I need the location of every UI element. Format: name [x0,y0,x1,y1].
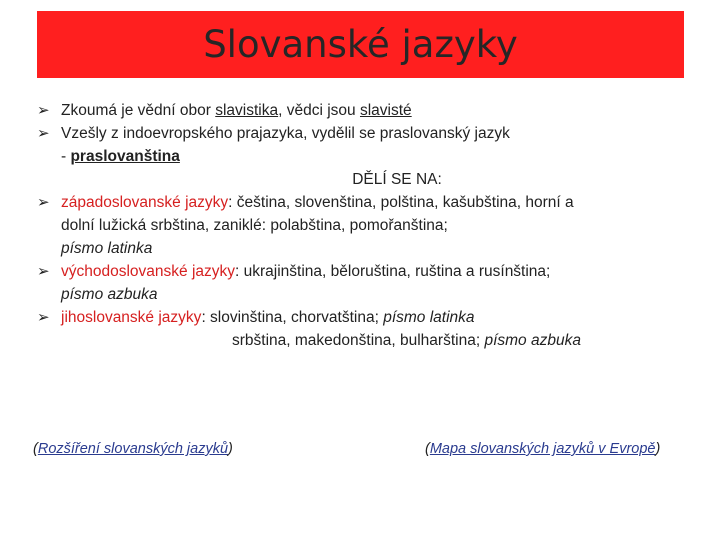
bullet-1-mid: , vědci jsou [278,102,360,119]
bullet-1-text: Zkoumá je vědní obor [61,102,216,119]
bullet-5-text: : slovinština, chorvatština; [201,309,384,326]
bullet-2-continued [37,145,697,168]
bullet-3-line2: dolní lužická srbština, zaniklé: polabština, pomořanština; [61,217,448,234]
slide-body [37,99,697,352]
paren-open: ( [33,441,38,457]
arrow-bullet-icon: ➢ [37,125,50,142]
bullet-2 [37,122,697,145]
bullet-4-text: : ukrajinština, běloruština, ruština a rusínština; [235,263,551,280]
arrow-bullet-icon: ➢ [37,263,50,280]
term-praslovanstina: praslovanština [70,148,180,165]
term-slaviste: slavisté [359,102,412,119]
bullet-5-script: písmo latinka [383,309,475,326]
bullet-5-line2-text: srbština, makedonština, bulharština; [232,332,485,349]
slide-title: Slovanské jazyky [203,23,518,66]
link-map-of-slavic-languages[interactable]: Mapa slovanských jazyků v Evropě [429,441,656,457]
bullet-5-script2: písmo azbuka [484,332,581,349]
paren-close: ) [228,441,233,457]
bullet-3-script: písmo latinka [61,240,153,257]
link-spread-of-slavic-languages[interactable]: Rozšíření slovanských jazyků [37,441,229,457]
dash: - [61,148,71,165]
bullet-2-text: Vzešly z indoevropského prajazyka, vydělil se praslovanský jazyk [61,125,510,142]
divides-heading: DĚLÍ SE NA: [352,171,442,188]
term-slavistika: slavistika [215,102,279,119]
bullet-3 [37,191,697,214]
bullet-5 [37,306,697,329]
link-map-container [425,441,660,457]
bullet-4 [37,260,697,283]
arrow-bullet-icon: ➢ [37,309,50,326]
east-slavic-label: východoslovanské jazyky [61,263,236,280]
paren-open: ( [425,441,430,457]
arrow-bullet-icon: ➢ [37,102,50,119]
bullet-5-line2 [37,329,697,352]
bullet-4-script: písmo azbuka [61,286,158,303]
south-slavic-label: jihoslovanské jazyky [61,309,202,326]
arrow-bullet-icon: ➢ [37,194,50,211]
bullet-3-text: : čeština, slovenština, polština, kašubština, horní a [228,194,574,211]
bullet-1 [37,99,697,122]
title-banner [37,11,684,78]
paren-close: ) [655,441,661,457]
link-spread-container [33,441,233,457]
west-slavic-label: západoslovanské jazyky [61,194,229,211]
